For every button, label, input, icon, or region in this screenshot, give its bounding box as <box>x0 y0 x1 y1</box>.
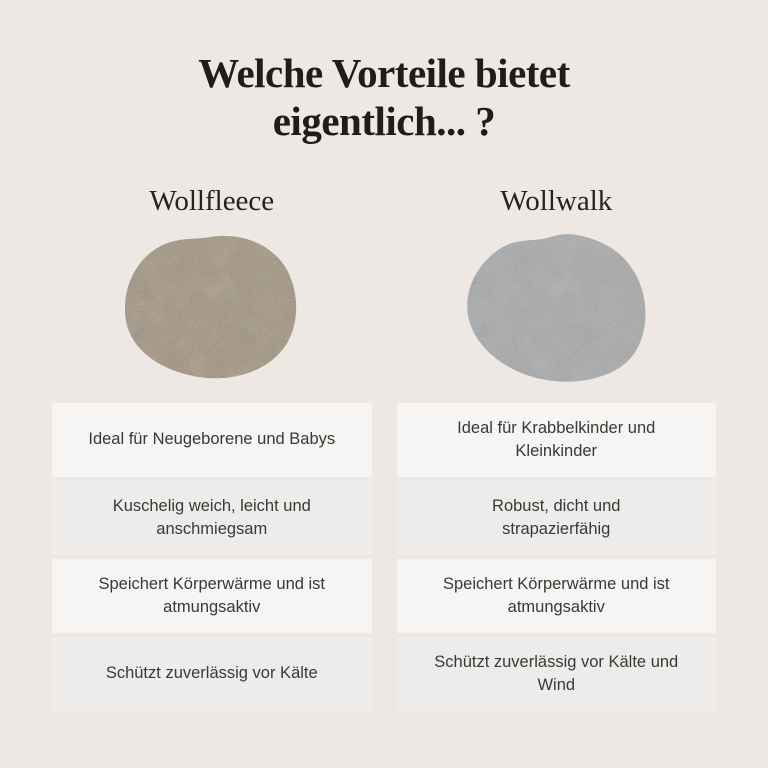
feature-line: Speichert Körperwärme und ist <box>442 574 670 593</box>
column-header-wollfleece: Wollfleece <box>149 185 275 218</box>
page-title-line-1: Welche Vorteile bietet <box>198 50 570 96</box>
feature-box-walk-1 <box>397 403 717 477</box>
feature-box-walk-3 <box>397 559 717 633</box>
feature-line: Wind <box>537 676 576 695</box>
feature-text <box>106 662 318 685</box>
feature-text <box>434 651 678 698</box>
feature-line: strapazierfähig <box>502 520 611 539</box>
feature-text <box>98 573 325 620</box>
column-wollfleece <box>52 183 372 715</box>
page-title-line-2: eigentlich... ? <box>272 97 496 144</box>
feature-line: anschmiegsam <box>156 520 268 539</box>
grey-wool-walk-photo <box>465 232 647 382</box>
feature-line: Ideal für Neugeborene und Babys <box>88 430 336 449</box>
feature-line: Kuschelig weich, leicht und <box>112 496 311 515</box>
feature-text <box>443 573 670 620</box>
feature-box-fleece-2 <box>52 481 372 555</box>
fleece-blob-texture-fine <box>125 236 296 378</box>
feature-line: atmungsaktiv <box>507 598 605 617</box>
feature-box-walk-4 <box>397 637 717 711</box>
column-wollwalk <box>397 183 717 715</box>
feature-line: Schützt zuverlässig vor Kälte <box>105 664 318 683</box>
feature-text <box>492 495 620 542</box>
column-header-wollwalk: Wollwalk <box>500 185 613 218</box>
feature-text <box>457 417 655 464</box>
walk-blob-texture-fine <box>468 234 646 381</box>
feature-text <box>113 495 311 542</box>
wollwalk-swatch-wrap <box>397 231 717 383</box>
feature-line: Robust, dicht und <box>492 496 621 515</box>
feature-box-walk-2 <box>397 481 717 555</box>
feature-line: atmungsaktiv <box>163 598 261 617</box>
feature-box-fleece-3 <box>52 559 372 633</box>
brown-wool-fleece-photo <box>122 234 302 380</box>
wollfleece-swatch-wrap <box>52 231 372 383</box>
comparison-grid <box>52 183 716 715</box>
page-title <box>0 50 768 145</box>
feature-text <box>88 428 335 451</box>
feature-box-fleece-1 <box>52 403 372 477</box>
feature-line: Ideal für Krabbelkinder und <box>457 418 656 437</box>
feature-box-fleece-4 <box>52 637 372 711</box>
feature-line: Schützt zuverlässig vor Kälte und <box>434 652 679 671</box>
feature-line: Speichert Körperwärme und ist <box>98 574 326 593</box>
feature-line: Kleinkinder <box>515 442 598 461</box>
